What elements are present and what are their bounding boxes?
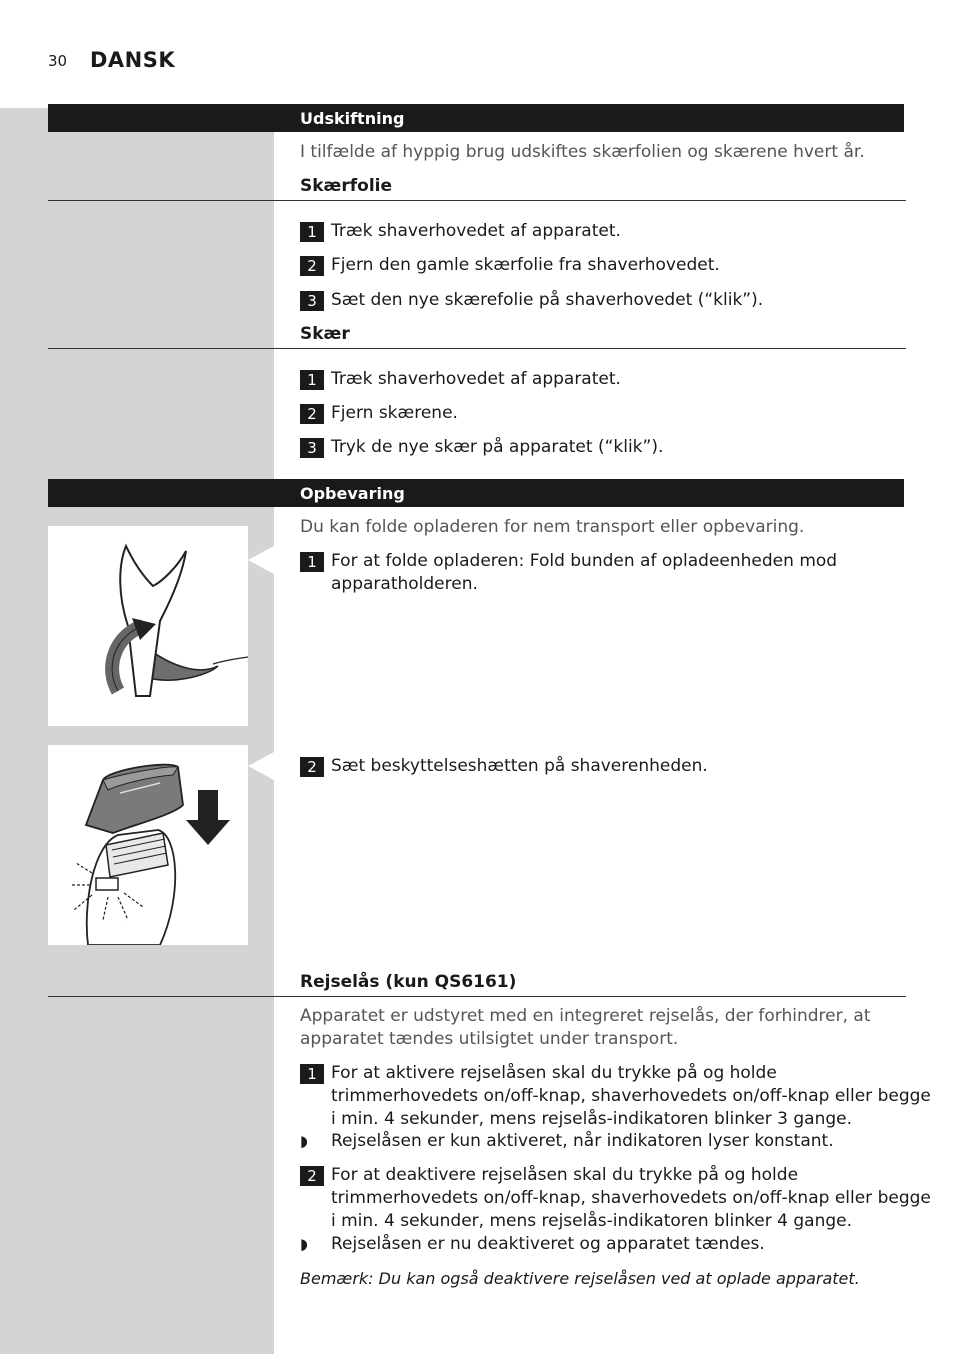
divider [48,200,906,201]
result-text: Rejselåsen er nu deaktiveret og apparatet tændes. [331,1234,765,1254]
divider [48,996,906,997]
subheading-rejselaas: Rejselås (kun QS6161) [300,972,517,992]
charger-fold-illustration [48,526,248,726]
step-text: Tryk de nye skær på apparatet (“klik”). [331,437,664,457]
step-item [300,368,621,391]
section-title: Udskiftning [300,109,405,128]
result-item [300,1130,834,1153]
language-title: DANSK [90,48,176,72]
step-text-line: Sæt beskyttelseshætten på shaverenheden. [331,756,708,776]
note-text: Bemærk: Du kan også deaktivere rejselåsen ved at oplade apparatet. [300,1269,860,1288]
down-arrow-icon [186,790,230,845]
step-item [300,755,708,778]
divider [48,348,906,349]
step-item [300,289,763,312]
step-text: Træk shaverhovedet af apparatet. [331,369,621,389]
step-text: Fjern skærene. [331,403,458,423]
step-item [300,1062,931,1131]
intro-text-line: apparatet tændes utilsigtet under transport. [300,1029,679,1049]
protection-cap-illustration [48,745,248,945]
intro-text-line: Apparatet er udstyret med en integreret rejselås, der forhindrer, at [300,1006,871,1026]
step-item [300,220,621,243]
step-number: 1 [300,1064,324,1084]
step-number: 1 [300,552,324,572]
step-text-line: trimmerhovedets on/off-knap, shaverhovedets on/off-knap eller begge [331,1086,931,1106]
subheading-skaer: Skær [300,324,350,344]
section-title: Opbevaring [300,484,405,503]
left-margin-column [0,108,274,1354]
step-item [300,550,837,596]
step-number: 3 [300,291,324,311]
step-number: 1 [300,222,324,242]
step-text-line: trimmerhovedets on/off-knap, shaverhovedets on/off-knap eller begge [331,1188,931,1208]
result-text: Rejselåsen er kun aktiveret, når indikatoren lyser konstant. [331,1131,834,1151]
step-number: 3 [300,438,324,458]
pointer-notch [248,752,274,780]
step-text: Fjern den gamle skærfolie fra shaverhovedet. [331,255,720,275]
page-number: 30 [48,52,68,70]
section-bar-udskiftning [48,104,904,132]
step-text-line: i min. 4 sekunder, mens rejselås-indikatoren blinker 4 gange. [331,1211,852,1231]
step-text: Træk shaverhovedet af apparatet. [331,221,621,241]
bullet-icon: ◗ [300,1235,308,1253]
result-item [300,1233,765,1256]
step-text-line: For at deaktivere rejselåsen skal du trykke på og holde [331,1165,799,1185]
step-text-line: apparatholderen. [331,574,478,594]
step-number: 2 [300,1166,324,1186]
intro-text: Du kan folde opladeren for nem transport eller opbevaring. [300,517,805,537]
intro-text: I tilfælde af hyppig brug udskiftes skærfolien og skærene hvert år. [300,142,865,162]
step-text-line: For at aktivere rejselåsen skal du trykke på og holde [331,1063,777,1083]
step-text-line: For at folde opladeren: Fold bunden af opladeenheden mod [331,551,838,571]
step-item [300,1164,931,1233]
pointer-notch [248,546,274,574]
bullet-icon: ◗ [300,1132,308,1150]
step-item [300,402,458,425]
step-item [300,254,720,277]
step-text: Sæt den nye skærefolie på shaverhovedet (“klik”). [331,290,764,310]
subheading-skaerfolie: Skærfolie [300,176,393,196]
section-bar-opbevaring [48,479,904,507]
step-item [300,436,663,459]
step-number: 2 [300,757,324,777]
step-text-line: i min. 4 sekunder, mens rejselås-indikatoren blinker 3 gange. [331,1109,852,1129]
step-number: 2 [300,256,324,276]
step-number: 2 [300,404,324,424]
step-number: 1 [300,370,324,390]
